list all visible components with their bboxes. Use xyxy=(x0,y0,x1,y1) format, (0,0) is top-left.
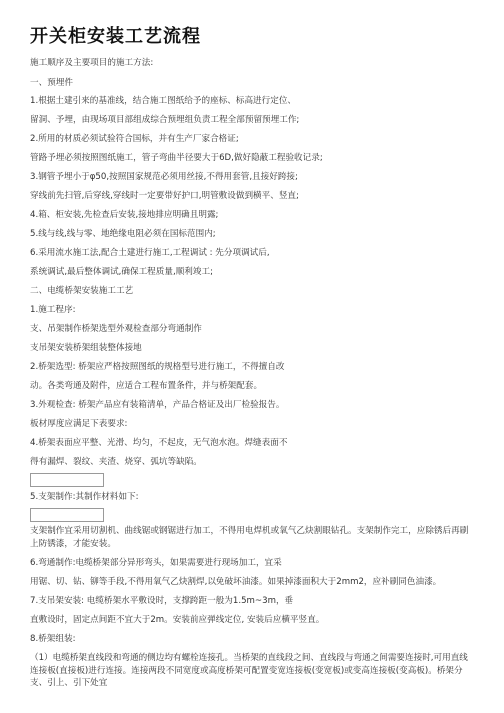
text-line: 8.桥架组装: xyxy=(30,634,76,644)
text-line: 5.线与线,线与零、地绝缘电阻必须在国标范围内; xyxy=(30,229,216,239)
text-line: 5.支架制作:其制作材料如下: xyxy=(30,492,139,502)
text-line: 板材厚度应满足下表要求: xyxy=(30,419,128,429)
text-line: 4.箱、柜安装,先检查后安装,接地排应明确且明露; xyxy=(30,210,219,220)
text-line: 动。各类弯通及附件，应适合工程布置条件，并与桥架配套。 xyxy=(30,381,263,391)
text-line: 施工顺序及主要项目的施工方法: xyxy=(30,58,154,68)
text-line: 用锯、切、钻、铆等手段,不得用氧气乙炔割焊,以免破坏油漆。如果掉漆面积大于2mm2，应补刷同色油漆。 xyxy=(30,577,442,587)
text-line: 得有漏焊、裂纹、夹渣、烧穿、弧坑等缺陷。 xyxy=(30,457,202,467)
text-line: 7.支吊架安装: 电缆桥架水平敷设时，支撑跨距一般为1.5m~3m，垂 xyxy=(30,596,294,606)
text-paragraph: （1）电缆桥架直线段和弯通的侧边均有螺栓连接孔。当桥架的直线段之间、直线段与弯通之间需要连接时,可用直线连接板(直接板)进行连接。连接两段不同宽度或高度桥架可配置变宽连接板(变宽板)或变高连接板(变高板)。桥架分支、引上、引下处宜 xyxy=(30,653,468,688)
text-line: 2.所用的材质必须试验符合国标，并有生产厂家合格证; xyxy=(30,134,239,144)
text-line: 留洞、予埋，由现场项目部组成综合预埋组负责工程全部预留预埋工作; xyxy=(30,115,300,125)
text-line: 支、吊架制作桥架选型外观检查部分弯通制作 xyxy=(30,324,202,334)
text-line: 4.桥架表面应平整、光滑、均匀，不起皮，无气泡水泡。焊缝表面不 xyxy=(30,438,288,448)
section-heading: 一、预埋件 xyxy=(30,78,73,88)
text-line: 6.采用流水施工法,配合土建进行施工,工程调试 : 先分项调试后, xyxy=(30,248,270,258)
text-line: 管路予埋必须按照图纸施工，管子弯曲半径要大于6D,做好隐蔽工程验收记录; xyxy=(30,153,323,163)
text-line: 系统调试,最后整体调试,确保工程质量,顺利竣工; xyxy=(30,267,213,277)
text-line: 6.弯通制作:电缆桥架部分异形弯头，如果需要进行现场加工，宜采 xyxy=(30,558,282,568)
text-line: 3.钢管予埋小于φ50,按照国家规范必须用丝接,不得用套管,且接好跨接; xyxy=(30,172,298,182)
text-paragraph: 支架制作宜采用切割机、曲线锯或钢锯进行加工，不得用电焊机或氧气乙炔割眼钻孔。支架制作完工，应除锈后再刷上防锈漆，才能安装。 xyxy=(30,526,469,549)
text-line: 穿线前先扫管,后穿线,穿线时一定要带好护口,明管敷设做到横平、竖直; xyxy=(30,191,299,201)
document-title: 开关柜安装工艺流程 xyxy=(30,26,201,47)
text-line: 1.施工程序: xyxy=(30,305,76,315)
table-placeholder xyxy=(30,508,104,522)
text-line: 直敷设时，固定点间距不宜大于2m。安装前应弹线定位, 安装后应横平竖直。 xyxy=(30,615,325,625)
section-heading: 二、电缆桥架安装施工工艺 xyxy=(30,286,134,296)
text-line: 2.桥架选型: 桥架应严格按照图纸的规格型号进行施工，不得擅自改 xyxy=(30,362,285,372)
table-placeholder xyxy=(30,473,104,487)
text-line: 支吊架安装桥架组装整体接地 xyxy=(30,343,142,353)
text-line: 1.根据土建引来的基准线，结合施工图纸给予的座标、标高进行定位、 xyxy=(30,96,297,106)
text-line: 3.外观检查: 桥架产品应有装箱清单，产品合格证及出厂检验报告。 xyxy=(30,400,285,410)
